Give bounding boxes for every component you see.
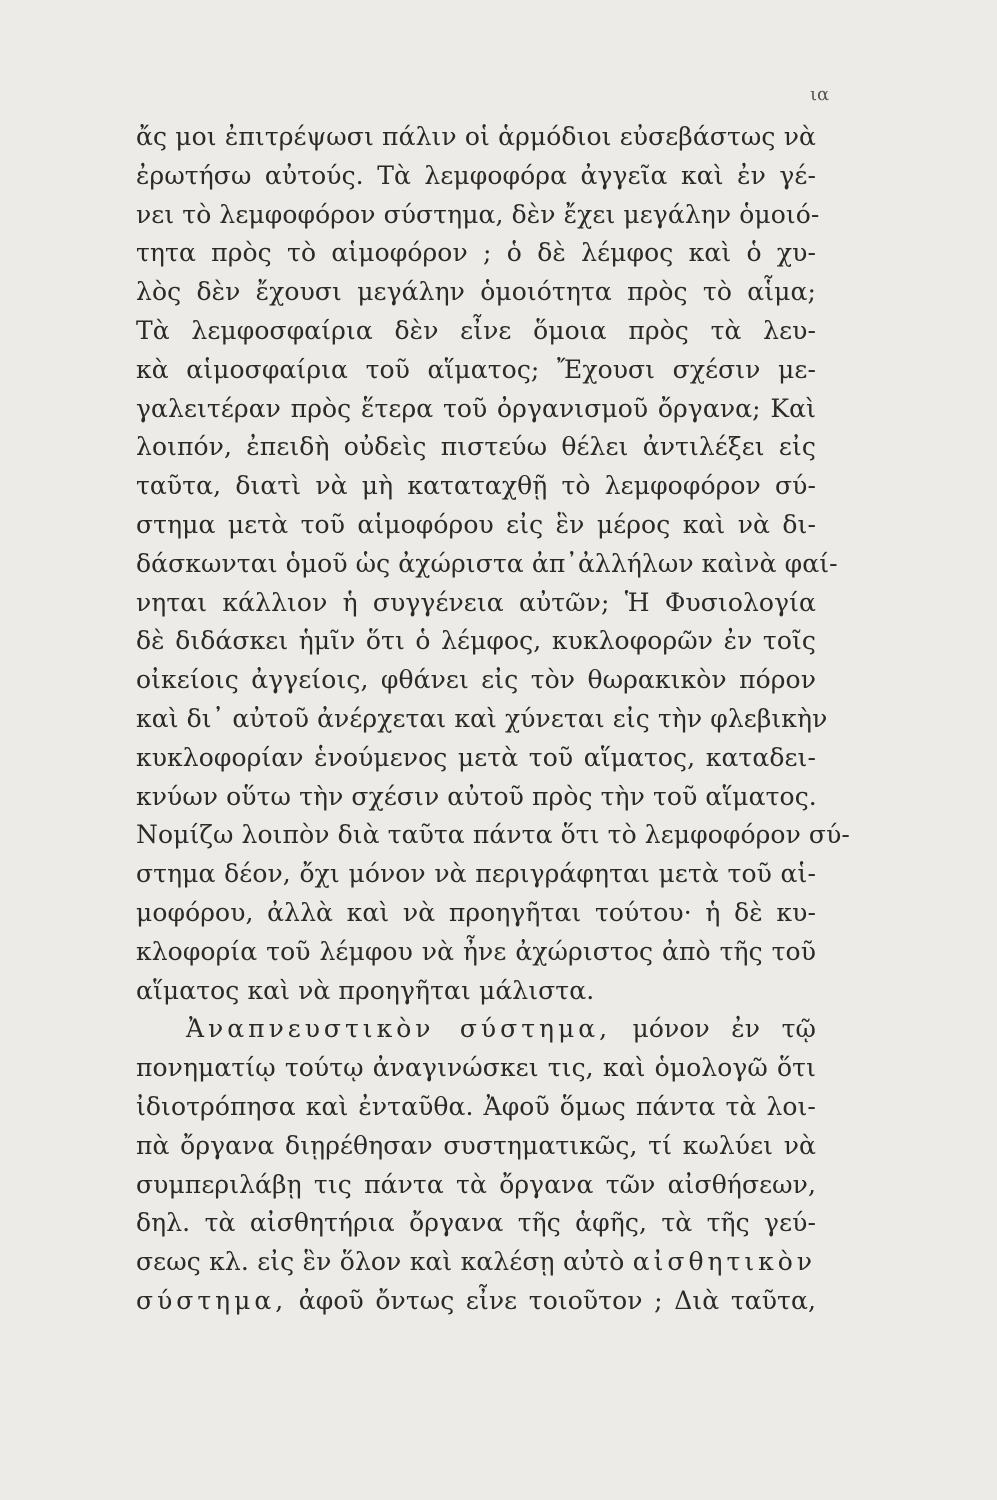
text-line: δὲ διδάσκει ἡμῖν ὅτι ὁ λέμφος, κυκλοφορῶν ἐν τοῖς: [136, 626, 816, 656]
text-line: δηλ. τὰ αἰσθητήρια ὄργανα τῆς ἁφῆς, τὰ τῆς γεύ-: [136, 1208, 816, 1238]
text-line: κλοφορία τοῦ λέμφου νὰ ἦνε ἀχώριστος ἀπὸ τῆς τοῦ: [136, 936, 816, 966]
section-term: αἰσθητικὸν: [632, 1247, 816, 1277]
text-line: Νομίζω λοιπὸν διὰ ταῦτα πάντα ὅτι τὸ λεμφοφόρον σύ-: [136, 820, 850, 850]
text-line: πονηματίῳ τούτῳ ἀναγινώσκει τις, καὶ ὁμολογῶ ὅτι: [136, 1053, 816, 1083]
text-fragment: μόνον ἐν τῷ: [611, 1014, 816, 1044]
text-line: [136, 1243, 816, 1282]
text-line: ταῦτα, διατὶ νὰ μὴ καταταχθῇ τὸ λεμφοφόρον σύ-: [136, 471, 816, 501]
section-term: σύστημα,: [136, 1285, 288, 1315]
text-line: κυκλοφορίαν ἑνούμενος μετὰ τοῦ αἵματος, καταδει-: [136, 742, 816, 772]
text-line: κὰ αἱμοσφαίρια τοῦ αἵματος; Ἔχουσι σχέσιν με-: [136, 354, 816, 384]
text-line: νει τὸ λεμφοφόρον σύστημα, δὲν ἔχει μεγάλην ὁμοιό-: [136, 199, 820, 229]
text-line: λοιπόν, ἐπειδὴ οὐδεὶς πιστεύω θέλει ἀντιλέξει εἰς: [136, 432, 816, 462]
text-line: οἰκείοις ἀγγείοις, φθάνει εἰς τὸν θωρακικὸν πόρον: [136, 665, 816, 695]
text-line: μοφόρου, ἀλλὰ καὶ νὰ προηγῆται τούτου· ἡ δὲ κυ-: [136, 897, 816, 927]
text-line: λὸς δὲν ἔχουσι μεγάλην ὁμοιότητα πρὸς τὸ αἷμα;: [136, 277, 816, 307]
text-line: συμπεριλάβῃ τις πάντα τὰ ὄργανα τῶν αἰσθήσεων,: [136, 1169, 816, 1199]
paragraph-first-line: [136, 1010, 816, 1049]
text-line: [136, 1282, 816, 1321]
text-line: κνύων οὕτω τὴν σχέσιν αὐτοῦ πρὸς τὴν τοῦ αἵματος.: [136, 781, 817, 811]
text-line: ἐρωτήσω αὐτούς. Τὰ λεμφοφόρα ἀγγεῖα καὶ ἐν γέ-: [136, 160, 816, 190]
text-line: γαλειτέραν πρὸς ἕτερα τοῦ ὀργανισμοῦ ὄργανα; Καὶ: [136, 393, 816, 423]
text-line: ἄς μοι ἐπιτρέψωσι πάλιν οἱ ἁρμόδιοι εὐσεβάστως νὰ: [136, 122, 816, 151]
text-line: στημα δέον, ὄχι μόνον νὰ περιγράφηται μετὰ τοῦ αἱ-: [136, 859, 816, 889]
text-fragment: σεως κλ. εἰς ἓν ὅλον καὶ καλέσῃ αὐτὸ: [136, 1247, 625, 1277]
text-line: ἰδιοτρόπησα καὶ ἐνταῦθα. Ἀφοῦ ὅμως πάντα τὰ λοι-: [136, 1091, 816, 1121]
text-fragment: ἀφοῦ ὄντως εἶνε τοιοῦτον ; Διὰ ταῦτα,: [287, 1285, 816, 1315]
section-term: Ἀναπνευστικὸν σύστημα,: [186, 1014, 612, 1044]
text-line: πὰ ὄργανα διῃρέθησαν συστηματικῶς, τί κωλύει νὰ: [136, 1130, 816, 1160]
text-line: Τὰ λεμφοσφαίρια δὲν εἶνε ὅμοια πρὸς τὰ λευ-: [136, 315, 816, 345]
text-line: αἵματος καὶ νὰ προηγῆται μάλιστα.: [136, 975, 595, 1005]
text-line: καὶ δι᾽ αὐτοῦ ἀνέρχεται καὶ χύνεται εἰς τὴν φλεβικὴν: [136, 703, 828, 733]
text-line: τητα πρὸς τὸ αἱμοφόρον ; ὁ δὲ λέμφος καὶ ὁ χυ-: [136, 238, 816, 268]
text-line: δάσκωνται ὁμοῦ ὡς ἀχώριστα ἀπ᾽ἀλλήλων καὶνὰ φαί-: [136, 548, 838, 578]
text-line: νηται κάλλιον ἡ συγγένεια αὐτῶν; Ἡ Φυσιολογία: [136, 587, 816, 617]
page-number: ια: [810, 84, 830, 105]
text-line: στημα μετὰ τοῦ αἱμοφόρου εἰς ἓν μέρος καὶ νὰ δι-: [136, 509, 816, 539]
text-body: [136, 118, 850, 1321]
